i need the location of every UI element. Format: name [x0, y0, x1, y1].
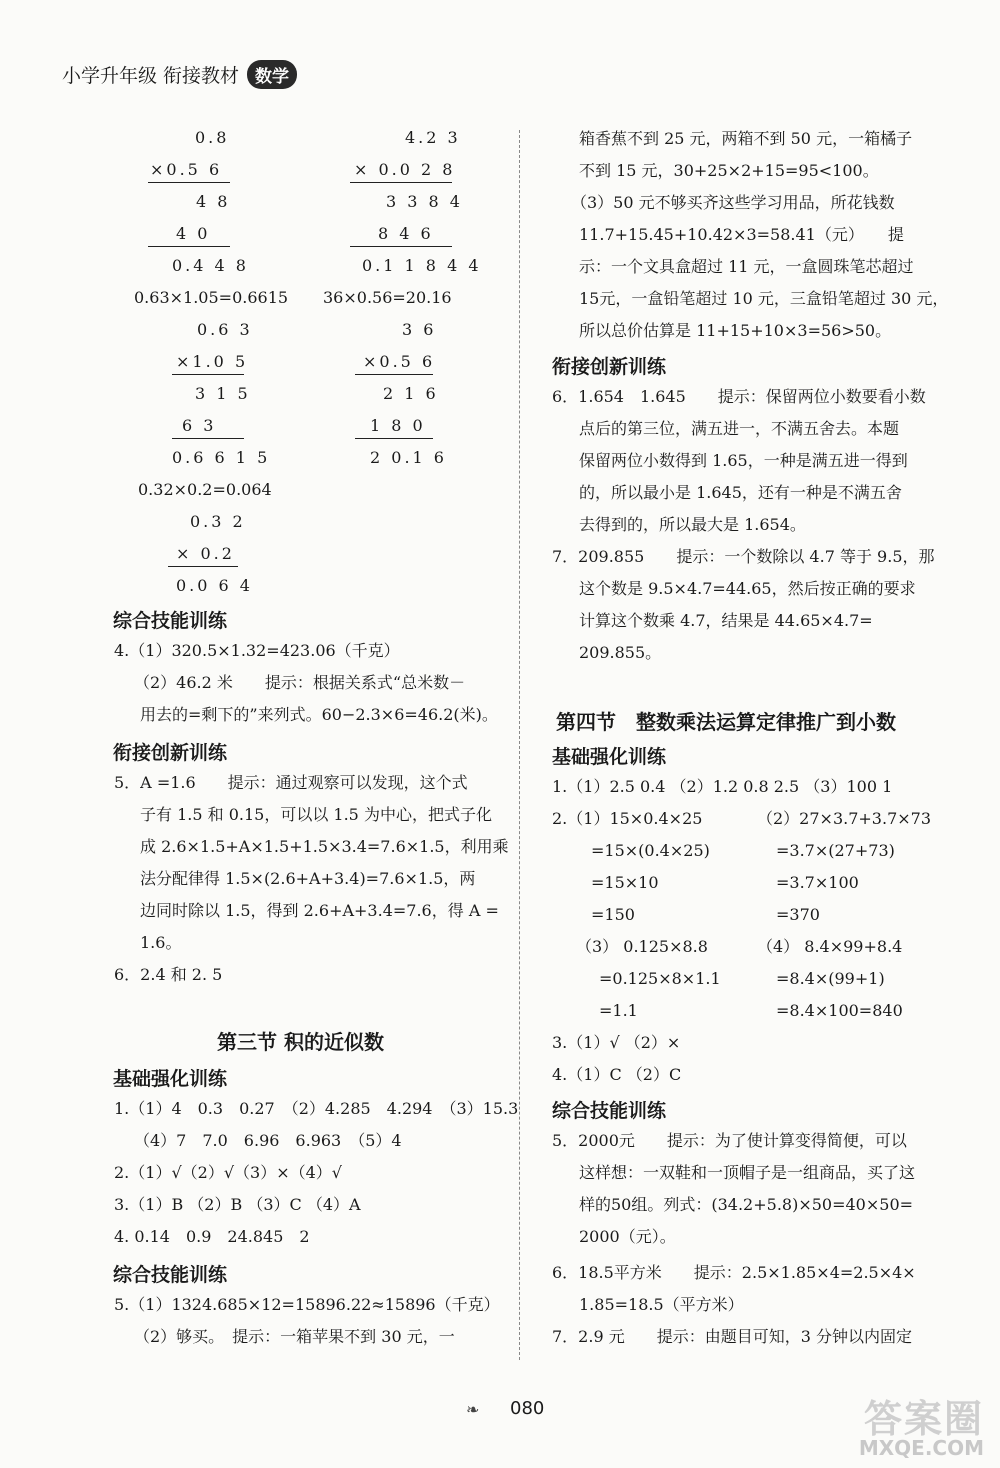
answer-line: 去得到的，所以最大是 1.654。 — [579, 515, 806, 534]
column-divider — [519, 130, 520, 1360]
calc-line: 3 6 — [402, 320, 437, 339]
answer-line: 1.（1）2.5 0.4 （2）1.2 0.8 2.5 （3）100 1 — [552, 777, 893, 796]
section-heading: 衔接创新训练 — [552, 356, 667, 378]
answer-line: 不到 15 元，30+25×2+15=95<100。 — [579, 161, 879, 180]
section-heading: 基础强化训练 — [113, 1068, 228, 1090]
answer-line: 11.7+15.45+10.42×3=58.41（元） 提 — [579, 225, 904, 244]
calc-line: ×1.0 5 — [176, 352, 249, 371]
answer-line: =370 — [776, 905, 820, 924]
calc-line: 0.1 1 8 4 4 — [362, 256, 482, 275]
page-ornament-icon: ❧ — [466, 1400, 480, 1419]
answer-line: 6．1.654 1.645 提示：保留两位小数要看小数 — [552, 387, 926, 406]
calc-line: 2 1 6 — [383, 384, 439, 403]
answer-line: 2.（1）√（2）√（3）×（4）√ — [114, 1163, 342, 1182]
answer-line: （2）27×3.7+3.7×73 — [757, 809, 932, 828]
equation: 0.32×0.2=0.064 — [138, 480, 272, 499]
answer-line: （3）50 元不够买齐这些学习用品，所花钱数 — [571, 193, 895, 212]
calc-rule — [172, 374, 244, 375]
calc-line: 8 4 6 — [378, 224, 434, 243]
answer-line: 15元，一盒铅笔超过 10 元，三盒铅笔超过 30 元， — [579, 289, 949, 308]
answer-line: =15×10 — [591, 873, 659, 892]
answer-line: 样的50组。列式：(34.2+5.8)×50=40×50= — [579, 1195, 914, 1214]
answer-line: 5．A =1.6 提示：通过观察可以发现，这个式 — [114, 773, 468, 792]
calc-line: 3 1 5 — [195, 384, 251, 403]
answer-line: 5．2000元 提示：为了使计算变得简便，可以 — [552, 1131, 907, 1150]
answer-line: （4）7 7.0 6.96 6.963 （5）4 — [134, 1131, 402, 1150]
calc-rule — [350, 182, 452, 183]
book-title: 小学升年级 衔接教材 — [62, 65, 240, 87]
answer-line: =15×(0.4×25) — [591, 841, 710, 860]
subject-badge: 数学 — [247, 60, 297, 89]
answer-line: =1.1 — [599, 1001, 638, 1020]
answer-line: =0.125×8×1.1 — [599, 969, 721, 988]
answer-line: （2）够买。 提示：一箱苹果不到 30 元，一 — [134, 1327, 455, 1346]
answer-line: 所以总价估算是 11+15+10×3=56>50。 — [579, 321, 892, 340]
calc-line: 2 0.1 6 — [370, 448, 447, 467]
answer-line: 这样想：一双鞋和一顶帽子是一组商品，买了这 — [579, 1163, 916, 1182]
page-number: 080 — [510, 1398, 545, 1419]
answer-line: =3.7×100 — [776, 873, 859, 892]
calc-rule — [168, 566, 238, 567]
answer-line: 保留两位小数得到 1.65，一种是满五进一得到 — [579, 451, 908, 470]
calc-line: 0.0 6 4 — [176, 576, 253, 595]
answer-line: =8.4×100=840 — [776, 1001, 903, 1020]
answer-line: 边同时除以 1.5，得到 2.6+A+3.4=7.6，得 A = — [140, 901, 499, 920]
watermark-logo: 答案圈 — [863, 1397, 984, 1441]
answer-line: =8.4×(99+1) — [776, 969, 885, 988]
section-heading: 衔接创新训练 — [113, 742, 228, 764]
calc-rule — [350, 246, 452, 247]
calc-rule — [355, 438, 433, 439]
answer-line: 6．18.5平方米 提示：2.5×1.85×4=2.5×4× — [552, 1263, 916, 1282]
answer-line: 1.85=18.5（平方米） — [579, 1295, 744, 1314]
equation: 36×0.56=20.16 — [323, 288, 452, 307]
section-heading: 综合技能训练 — [552, 1100, 667, 1122]
answer-line: 4. 0.14 0.9 24.845 2 — [114, 1227, 310, 1246]
chapter-heading: 第三节 积的近似数 — [217, 1030, 384, 1054]
answer-line: 7．2.9 元 提示：由题目可知，3 分钟以内固定 — [552, 1327, 912, 1346]
calc-rule — [172, 438, 244, 439]
answer-line: （2）46.2 米 提示：根据关系式“总米数－ — [134, 673, 466, 692]
answer-line: 5.（1）1324.685×12=15896.22≈15896（千克） — [114, 1295, 500, 1314]
calc-line: 1 8 0 — [370, 416, 426, 435]
answer-line: 示：一个文具盒超过 11 元，一盒圆珠笔芯超过 — [579, 257, 914, 276]
section-heading: 基础强化训练 — [552, 746, 667, 768]
answer-line: 2.（1）15×0.4×25 — [552, 809, 703, 828]
answer-line: 3.（1）√ （2）× — [552, 1033, 681, 1052]
calc-line: ×0.5 6 — [150, 160, 223, 179]
calc-line: 6 3 — [182, 416, 217, 435]
calc-line: × 0.0 2 8 — [354, 160, 456, 179]
answer-line: 4.（1）C （2）C — [552, 1065, 682, 1084]
equation: 0.63×1.05=0.6615 — [134, 288, 289, 307]
calc-line: 0.6 3 — [197, 320, 253, 339]
answer-line: =3.7×(27+73) — [776, 841, 895, 860]
calc-line: 0.4 4 8 — [172, 256, 249, 275]
answer-line: 1.6。 — [140, 933, 182, 952]
calc-line: 4 8 — [196, 192, 231, 211]
answer-line: 用去的=剩下的”来列式。60−2.3×6=46.2(米)。 — [140, 705, 498, 724]
calc-rule — [148, 246, 230, 247]
answer-line: （4） 8.4×99+8.4 — [757, 937, 903, 956]
answer-line: 3.（1）B （2）B （3）C （4）A — [114, 1195, 361, 1214]
answer-line: 子有 1.5 和 0.15，可以以 1.5 为中心，把式子化 — [140, 805, 492, 824]
answer-line: 209.855。 — [579, 643, 662, 662]
answer-line: 的，所以最小是 1.645，还有一种是不满五舍 — [579, 483, 902, 502]
answer-line: 2000（元）。 — [579, 1227, 676, 1246]
calc-line: 4 0 — [176, 224, 211, 243]
answer-line: 点后的第三位，满五进一，不满五舍去。本题 — [579, 419, 900, 438]
calc-line: 0.8 — [195, 128, 230, 147]
calc-line: 0.6 6 1 5 — [172, 448, 271, 467]
watermark-url: MXQE.COM — [858, 1436, 984, 1460]
answer-line: 4.（1）320.5×1.32=423.06（千克） — [114, 641, 400, 660]
calc-rule — [148, 182, 230, 183]
answer-line: 6．2.4 和 2. 5 — [114, 965, 223, 984]
calc-line: ×0.5 6 — [363, 352, 436, 371]
section-heading: 综合技能训练 — [113, 1264, 228, 1286]
calc-line: × 0.2 — [176, 544, 235, 563]
answer-line: 箱香蕉不到 25 元，两箱不到 50 元，一箱橘子 — [579, 129, 913, 148]
section-heading: 综合技能训练 — [113, 610, 228, 632]
answer-line: 7．209.855 提示：一个数除以 4.7 等于 9.5，那 — [552, 547, 935, 566]
answer-line: 法分配律得 1.5×(2.6+A+3.4)=7.6×1.5，两 — [140, 869, 476, 888]
answer-line: 计算这个数乘 4.7，结果是 44.65×4.7= — [579, 611, 873, 630]
answer-line: 成 2.6×1.5+A×1.5+1.5×3.4=7.6×1.5，利用乘 — [140, 837, 509, 856]
answer-line: =150 — [591, 905, 635, 924]
answer-line: （3） 0.125×8.8 — [576, 937, 708, 956]
answer-line: 1.（1）4 0.3 0.27 （2）4.285 4.294 （3）15.3 — [114, 1099, 519, 1118]
page-header — [62, 60, 297, 89]
calc-line: 4.2 3 — [405, 128, 461, 147]
calc-line: 3 3 8 4 — [386, 192, 463, 211]
calc-rule — [355, 374, 433, 375]
answer-line: 这个数是 9.5×4.7=44.65，然后按正确的要求 — [579, 579, 916, 598]
chapter-heading: 第四节 整数乘法运算定律推广到小数 — [556, 710, 896, 734]
calc-line: 0.3 2 — [190, 512, 246, 531]
